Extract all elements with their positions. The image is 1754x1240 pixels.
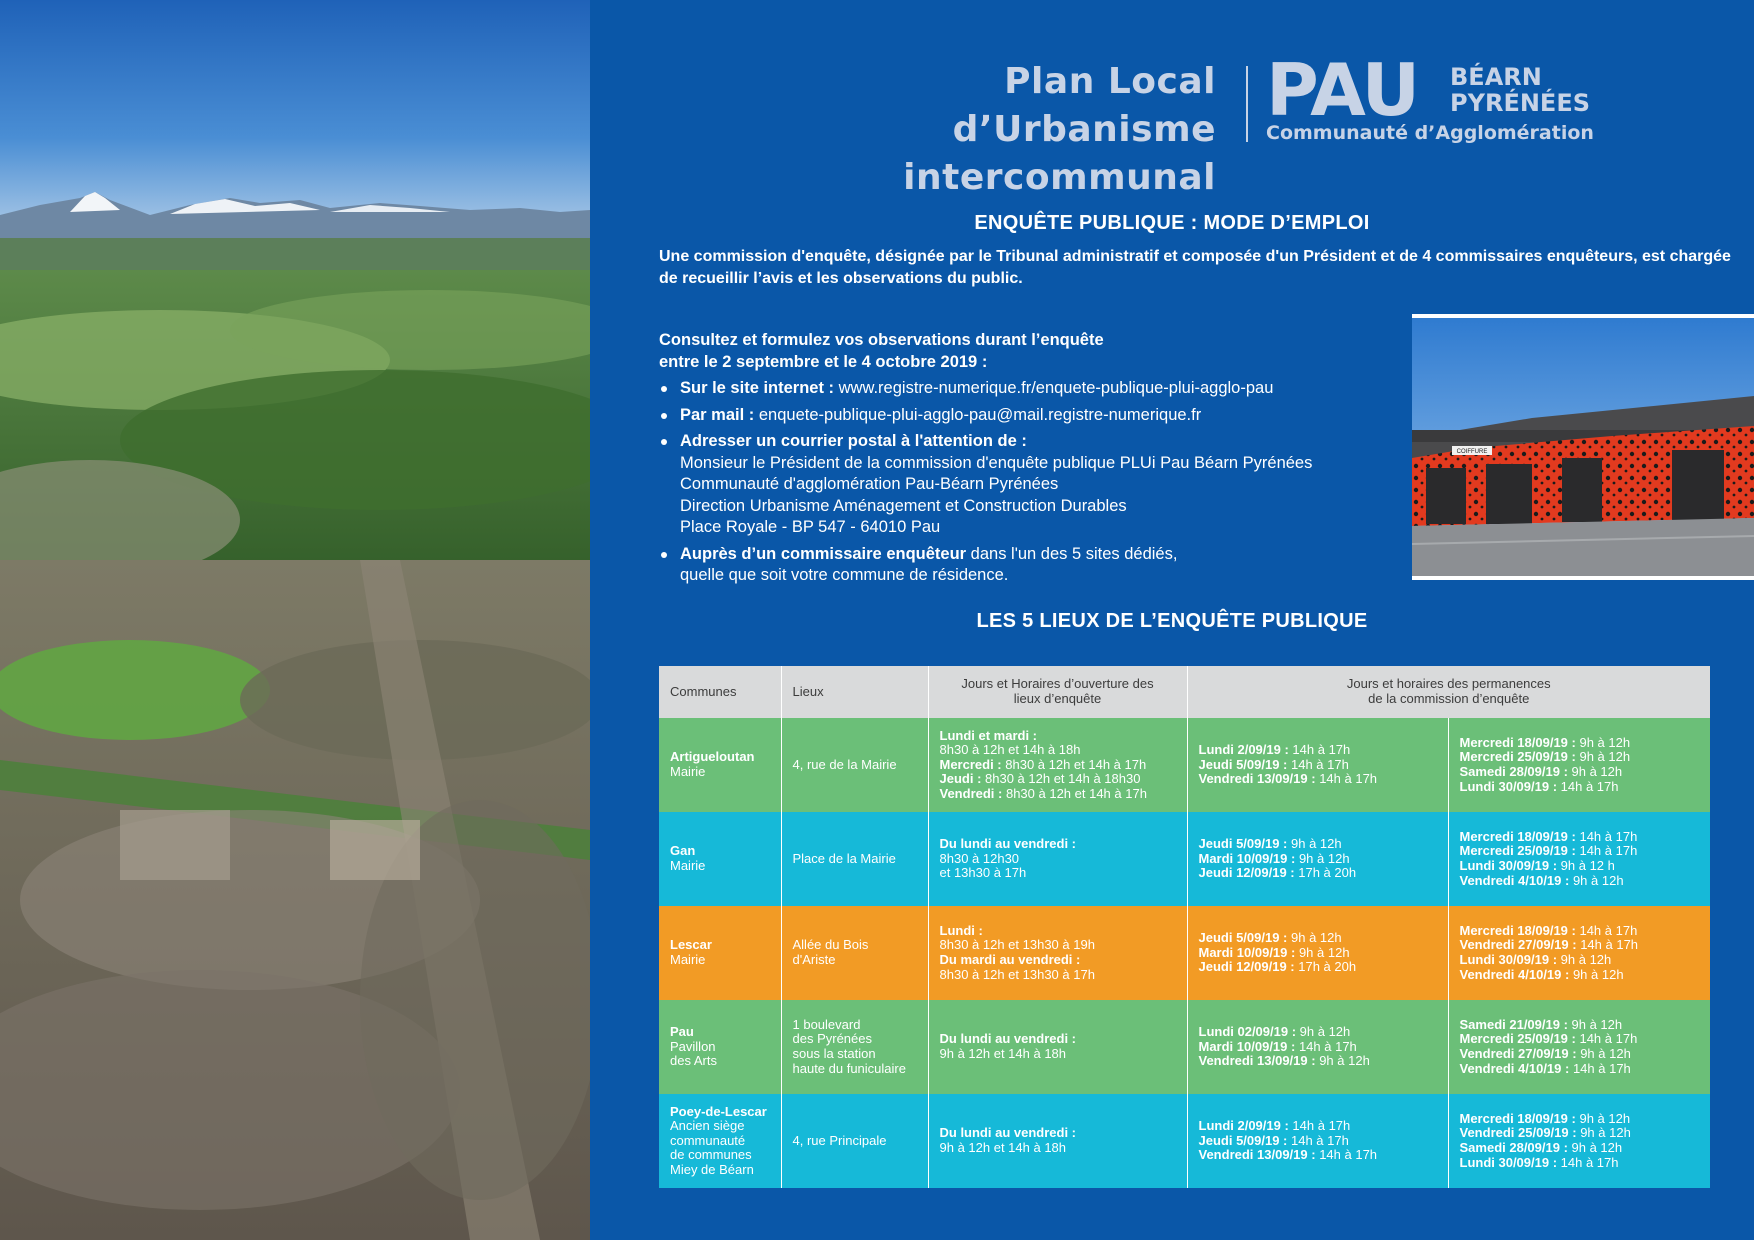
lieu-line: 4, rue de la Mairie [792, 756, 897, 772]
schedule-day: Mercredi 18/09/19 : [1459, 828, 1576, 844]
cell-horaires [928, 718, 1187, 812]
address-line: Monsieur le Président de la commission d'enquête publique PLUi Pau Béarn Pyrénées [680, 453, 1313, 472]
commune-detail: Pavillon [670, 1038, 716, 1054]
schedule-line [1199, 743, 1437, 758]
table-row [659, 1000, 1710, 1094]
logo-region-line-2: PYRÉNÉES [1450, 89, 1591, 117]
schedule-line [940, 837, 1176, 852]
schedule-day: Jeudi 5/09/19 : [1198, 756, 1288, 772]
cell-permanences-1 [1187, 906, 1448, 1000]
schedule-line [1199, 1040, 1437, 1055]
table-row [659, 718, 1710, 812]
commune-detail: Mairie [670, 952, 706, 967]
lieux-heading: LES 5 LIEUX DE L’ENQUÊTE PUBLIQUE [976, 610, 1368, 632]
cell-lieu [781, 1000, 928, 1094]
schedule-line [1199, 1148, 1437, 1163]
aerial-photo-pau [0, 0, 590, 1240]
schedule-day: Mercredi : [939, 756, 1002, 772]
schedule-day: Lundi 30/09/19 : [1459, 858, 1558, 873]
schedule-hours: 8h30 à 12h et 14h à 18h [939, 742, 1081, 758]
method-text: dans l'un des 5 sites dédiés, [966, 544, 1178, 563]
info-panel [590, 0, 1754, 1240]
schedule-line [1460, 1062, 1700, 1077]
schedule-line [940, 968, 1176, 983]
schedule-hours: 14h à 17h [1575, 1031, 1638, 1047]
schedule-line [1199, 1119, 1437, 1134]
schedule-day: Lundi et mardi : [939, 727, 1037, 743]
schedule-line [1199, 1025, 1437, 1040]
method-label: Auprès d’un commissaire enquêteur [680, 544, 967, 563]
schedule-hours: 14h à 17h [1575, 828, 1638, 844]
schedule-hours: 8h30 à 12h et 14h à 17h [1002, 785, 1147, 801]
schedule-line [1460, 1156, 1700, 1171]
schedule-day: Mercredi 18/09/19 : [1459, 922, 1576, 938]
header-jours-horaires [928, 666, 1187, 718]
schedule-line [940, 852, 1176, 867]
method-label: Par mail : [680, 405, 755, 424]
schedule-hours: 8h30 à 12h et 14h à 17h [1001, 756, 1147, 772]
cell-commune [659, 718, 781, 812]
schedule-hours: 14h à 17h [1575, 922, 1638, 938]
logo-subtitle: Communauté d’Agglomération [1266, 122, 1594, 144]
schedule-day: Du lundi au vendredi : [939, 836, 1077, 852]
schedule-line [1460, 1032, 1700, 1047]
lieu-line: d'Ariste [792, 952, 836, 967]
cell-permanences-1 [1187, 1094, 1448, 1188]
method-label: Sur le site internet : [680, 379, 835, 397]
method-commissaire [659, 544, 1349, 587]
schedule-hours: 9h à 12h [1569, 872, 1624, 888]
cell-permanences-2 [1448, 1094, 1710, 1188]
lieu-line: sous la station [792, 1046, 876, 1061]
schedule-line [1460, 844, 1700, 859]
cell-lieu [781, 1094, 928, 1188]
schedule-day: Vendredi 27/09/19 : [1459, 1046, 1577, 1061]
cell-horaires [928, 812, 1187, 906]
header-perm-line-1: Jours et horaires des permanences [1346, 676, 1551, 692]
commune-name: Artigueloutan [670, 749, 755, 765]
schedule-line [940, 1141, 1176, 1156]
schedule-day: Jeudi 12/09/19 : [1198, 959, 1295, 975]
schedule-hours: 8h30 à 12h30 [939, 850, 1020, 866]
schedule-hours: 9h à 12h [1576, 1125, 1631, 1141]
schedule-hours: 14h à 17h [1287, 1132, 1349, 1148]
schedule-hours: 9h à 12h [1575, 734, 1631, 750]
lead-line-2: entre le 2 septembre et le 4 octobre 2019 : [659, 352, 988, 371]
cell-permanences-2 [1448, 906, 1710, 1000]
schedule-line [940, 787, 1176, 802]
cell-permanences-1 [1187, 718, 1448, 812]
cell-permanences-2 [1448, 718, 1710, 812]
method-postal [659, 431, 1349, 539]
schedule-hours: 14h à 17h [1295, 1038, 1357, 1054]
schedule-day: Du lundi au vendredi : [939, 1125, 1077, 1141]
cell-commune [659, 1094, 781, 1188]
cell-commune [659, 1000, 781, 1094]
schedule-hours: 9h à 12h [1295, 944, 1350, 960]
logo-region [1450, 64, 1590, 116]
header-communes: Communes [659, 666, 781, 718]
schedule-day: Vendredi 13/09/19 : [1198, 1147, 1316, 1163]
schedule-day: Mercredi 25/09/19 : [1459, 843, 1576, 859]
lieu-line: des Pyrénées [792, 1031, 872, 1047]
schedule-line [940, 1047, 1176, 1062]
schedule-line [1460, 874, 1700, 889]
commune-detail: communauté [670, 1132, 746, 1148]
header-permanences [1187, 666, 1710, 718]
cell-lieu [781, 812, 928, 906]
schedule-day: Lundi : [939, 922, 983, 938]
schedule-line [1460, 750, 1700, 765]
cell-permanences-1 [1187, 812, 1448, 906]
schedule-day: Mercredi 25/09/19 : [1459, 749, 1576, 765]
schedule-day: Vendredi 4/10/19 : [1459, 872, 1570, 888]
title-line-2: intercommunal [903, 157, 1216, 198]
schedule-line [940, 1126, 1176, 1141]
document-title [740, 58, 1216, 202]
schedule-line [1199, 837, 1437, 852]
schedule-hours: 9h à 12h [1575, 749, 1631, 765]
pau-bearn-pyrenees-logo [1266, 48, 1606, 150]
schedule-hours: 14h à 17h [1288, 742, 1351, 758]
schedule-line [940, 938, 1176, 953]
schedule-hours: 9h à 12h [1287, 836, 1342, 852]
address-line: Communauté d'agglomération Pau-Béarn Pyrénées [680, 475, 1059, 493]
schedule-day: Vendredi 13/09/19 : [1198, 1053, 1316, 1069]
schedule-line [1460, 736, 1700, 751]
header-lieux: Lieux [781, 666, 928, 718]
schedule-hours: 9h à 12h [1567, 1140, 1623, 1155]
schedule-hours: 9h à 12h [1567, 1016, 1623, 1032]
schedule-hours: 9h à 12h [1576, 1046, 1631, 1061]
schedule-line [1199, 758, 1437, 773]
commune-detail: Miey de Béarn [670, 1161, 754, 1177]
schedule-day: Lundi 30/09/19 : [1459, 952, 1558, 967]
schedule-hours: 14h à 17h [1569, 1060, 1631, 1076]
schedule-day: Du mardi au vendredi : [939, 952, 1081, 967]
method-email [659, 405, 1349, 427]
cell-horaires [928, 1000, 1187, 1094]
header-jours-line-1: Jours et Horaires d’ouverture des [961, 676, 1154, 692]
schedule-hours: 9h à 12h [1567, 764, 1623, 779]
logo-main-text: PAU [1266, 48, 1419, 132]
schedule-hours: 8h30 à 12h et 14h à 18h30 [981, 771, 1141, 787]
schedule-hours: 9h à 12h [1315, 1053, 1370, 1069]
schedule-day: Vendredi 25/09/19 : [1459, 1125, 1577, 1141]
schedule-hours: 17h à 20h [1294, 959, 1357, 975]
schedule-line [940, 743, 1176, 758]
schedule-day: Samedi 21/09/19 : [1459, 1016, 1568, 1032]
commune-name: Pau [670, 1024, 694, 1040]
commune-detail: de communes [670, 1147, 752, 1163]
schedule-day: Mercredi 18/09/19 : [1459, 1110, 1576, 1126]
schedule-hours: 14h à 17h [1288, 1118, 1351, 1134]
schedule-day: Jeudi 5/09/19 : [1198, 1132, 1288, 1148]
schedule-day: Jeudi 12/09/19 : [1198, 865, 1295, 881]
schedule-line [1460, 1047, 1700, 1062]
schedule-day: Jeudi : [939, 771, 982, 787]
schedule-line [1460, 1126, 1700, 1141]
schedule-line [1460, 859, 1700, 874]
lieu-line: Place de la Mairie [792, 850, 896, 866]
schedule-line [1460, 938, 1700, 953]
lieu-line: haute du funiculaire [792, 1060, 906, 1076]
schedule-hours: 17h à 20h [1294, 865, 1357, 881]
lieu-line: Allée du Bois [792, 937, 869, 953]
schedule-line [940, 729, 1176, 744]
method-website [659, 378, 1349, 400]
cell-horaires [928, 1094, 1187, 1188]
schedule-day: Lundi 02/09/19 : [1198, 1024, 1297, 1040]
cell-lieu [781, 906, 928, 1000]
schedule-day: Vendredi 4/10/19 : [1459, 1060, 1570, 1076]
commune-detail: Mairie [670, 764, 706, 779]
address-line: Direction Urbanisme Aménagement et Construction Durables [680, 496, 1127, 515]
schedule-day: Mercredi 18/09/19 : [1459, 734, 1576, 750]
schedule-hours: 14h à 17h [1575, 843, 1638, 859]
schedule-hours: 9h à 12h [1296, 1024, 1351, 1040]
schedule-line [1199, 1134, 1437, 1149]
lieu-line: 1 boulevard [792, 1016, 861, 1032]
schedule-line [1460, 765, 1700, 780]
schedule-line [1460, 1141, 1700, 1156]
schedule-line [1199, 852, 1437, 867]
schedule-line [1460, 780, 1700, 795]
schedule-line [1460, 924, 1700, 939]
building-sign: COIFFURE [1456, 449, 1488, 455]
cell-permanences-1 [1187, 1000, 1448, 1094]
commune-detail: des Arts [670, 1053, 717, 1069]
title-line-1: Plan Local d’Urbanisme [952, 61, 1216, 150]
website-link[interactable]: www.registre-numerique.fr/enquete-publique-plui-agglo-pau [834, 379, 1274, 397]
email-link[interactable]: enquete-publique-plui-agglo-pau@mail.registre-numerique.fr [754, 405, 1202, 424]
schedule-day: Du lundi au vendredi : [939, 1031, 1077, 1047]
consultation-lead [659, 330, 1349, 373]
schedule-hours: 14h à 17h [1287, 756, 1349, 772]
schedule-line [940, 772, 1176, 787]
building-photo [1412, 314, 1754, 580]
schedule-line [940, 924, 1176, 939]
schedule-hours: 9h à 12h et 14h à 18h [939, 1140, 1067, 1155]
consultation-section [659, 330, 1349, 592]
table-row [659, 812, 1710, 906]
schedule-hours: 8h30 à 12h et 13h30 à 17h [939, 966, 1095, 982]
schedule-line [1460, 1018, 1700, 1033]
schedule-day: Mardi 10/09/19 : [1198, 1038, 1296, 1054]
table-row [659, 906, 1710, 1000]
schedule-hours: 9h à 12h [1569, 966, 1624, 982]
building-illustration [1412, 318, 1754, 576]
schedule-hours: 14h à 17h [1315, 771, 1378, 787]
table-row [659, 1094, 1710, 1188]
schedule-day: Lundi 30/09/19 : [1459, 1154, 1558, 1170]
schedule-hours: 14h à 17h [1557, 1154, 1619, 1170]
intro-paragraph: Une commission d'enquête, désignée par le Tribunal administratif et composée d'un Président et de 4 commissaires enquêteurs, est chargée de recueillir l’avis et les observations du public. [659, 248, 1731, 287]
commune-name: Poey-de-Lescar [670, 1103, 767, 1119]
schedule-hours: 9h à 12h [1557, 952, 1612, 967]
schedule-line [940, 758, 1176, 773]
schedule-hours: 9h à 12 h [1557, 858, 1615, 873]
method-label: Adresser un courrier postal à l'attention de : [680, 432, 1027, 450]
address-line: Place Royale - BP 547 - 64010 Pau [680, 518, 941, 536]
mode-emploi-heading: ENQUÊTE PUBLIQUE : MODE D’EMPLOI [974, 212, 1370, 234]
schedule-day: Samedi 28/09/19 : [1459, 764, 1568, 779]
schedule-hours: 9h à 12h et 14h à 18h [939, 1046, 1067, 1061]
header-perm-line-2: de la commission d’enquête [1368, 691, 1530, 706]
schedule-line [1199, 772, 1437, 787]
schedule-line [940, 953, 1176, 968]
schedule-hours: 14h à 17h [1576, 937, 1639, 953]
schedule-day: Vendredi : [939, 785, 1003, 801]
cell-commune [659, 906, 781, 1000]
commune-name: Lescar [670, 937, 712, 953]
title-divider [1246, 66, 1248, 142]
schedule-line [1460, 953, 1700, 968]
schedule-hours: 9h à 12h [1575, 1110, 1631, 1126]
schedule-day: Vendredi 4/10/19 : [1459, 966, 1570, 982]
schedule-line [1199, 946, 1437, 961]
schedule-day: Jeudi 5/09/19 : [1198, 930, 1288, 946]
schedule-line [1460, 968, 1700, 983]
cell-lieu [781, 718, 928, 812]
method-text-line-2: quelle que soit votre commune de résidence. [680, 566, 1009, 584]
schedule-line [1199, 1054, 1437, 1069]
lieu-line: 4, rue Principale [792, 1132, 887, 1148]
schedule-day: Mercredi 25/09/19 : [1459, 1031, 1576, 1047]
schedule-hours: 9h à 12h [1295, 850, 1350, 866]
schedule-day: Jeudi 5/09/19 : [1198, 836, 1288, 852]
cell-commune [659, 812, 781, 906]
commune-detail: Mairie [670, 858, 706, 873]
schedule-hours: 14h à 17h [1315, 1147, 1378, 1163]
header-jours-line-2: lieux d’enquête [1013, 691, 1102, 706]
schedule-day: Lundi 30/09/19 : [1459, 778, 1558, 794]
schedule-day: Mardi 10/09/19 : [1198, 850, 1296, 866]
schedule-line [1460, 1112, 1700, 1127]
schedule-day: Lundi 2/09/19 : [1198, 1118, 1289, 1134]
lead-line-1: Consultez et formulez vos observations durant l’enquête [659, 331, 1104, 349]
aerial-photo-illustration [0, 0, 590, 1240]
schedule-hours: 9h à 12h [1287, 930, 1342, 946]
schedule-day: Mardi 10/09/19 : [1198, 944, 1296, 960]
schedule-hours: et 13h30 à 17h [939, 865, 1027, 881]
schedule-line [940, 866, 1176, 881]
schedule-line [1460, 830, 1700, 845]
logo-region-line-1: BÉARN [1450, 63, 1542, 91]
cell-horaires [928, 906, 1187, 1000]
cell-permanences-2 [1448, 1000, 1710, 1094]
schedule-line [1199, 931, 1437, 946]
schedule-day: Samedi 28/09/19 : [1459, 1140, 1568, 1155]
schedule-day: Lundi 2/09/19 : [1198, 742, 1289, 758]
enquete-locations-table [659, 666, 1710, 1188]
table-body [659, 718, 1710, 1188]
schedule-day: Vendredi 27/09/19 : [1459, 937, 1577, 953]
commune-detail: Ancien siège [670, 1118, 745, 1134]
commune-name: Gan [670, 843, 696, 859]
schedule-hours: 14h à 17h [1557, 778, 1619, 794]
schedule-line [940, 1032, 1176, 1047]
consultation-methods-list [659, 378, 1349, 587]
schedule-line [1199, 866, 1437, 881]
schedule-line [1199, 960, 1437, 975]
schedule-day: Vendredi 13/09/19 : [1198, 771, 1316, 787]
table-header-row [659, 666, 1710, 718]
schedule-hours: 8h30 à 12h et 13h30 à 19h [939, 937, 1095, 953]
cell-permanences-2 [1448, 812, 1710, 906]
